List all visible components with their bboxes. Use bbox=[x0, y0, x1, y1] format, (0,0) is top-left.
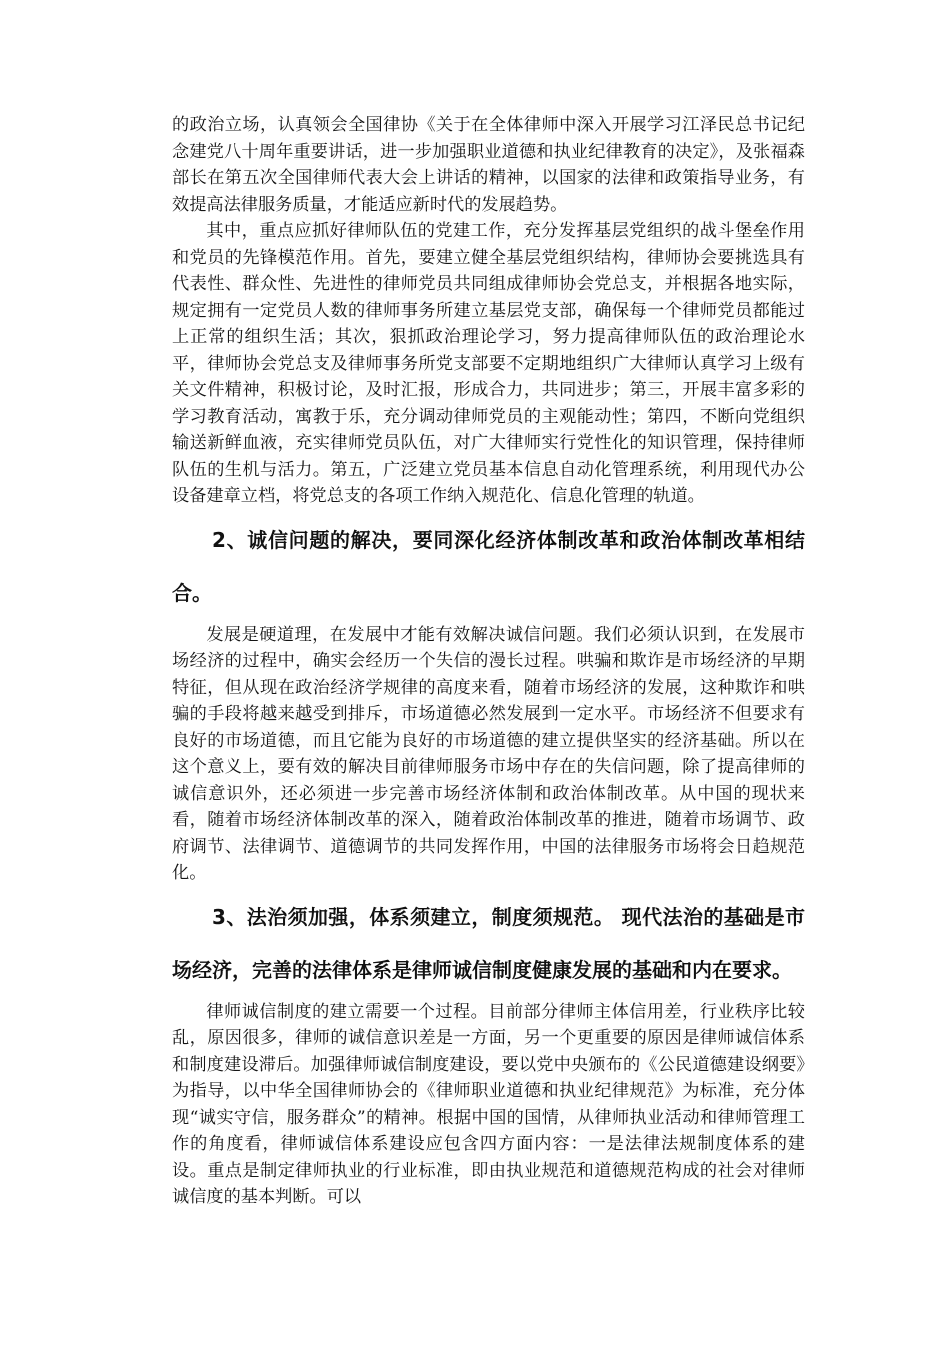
paragraph-market-economy: 发展是硬道理，在发展中才能有效解决诚信问题。我们必须认识到，在发展市场经济的过程中，确实会经历一个失信的漫长过程。哄骗和欺诈是市场经济的早期特征，但从现在政治经济学规律的高度来看，随着市场经济的发展，这种欺诈和哄骗的手段将越来越受到排斥，市场道德必然发展到一定水平。市场经济不但要求有良好的市场道德，而且它能为良好的市场道德的建立提供坚实的经济基础。所以在这个意义上，要有效的解决目前律师服务市场中存在的失信问题，除了提高律师的诚信意识外，还必须进一步完善市场经济体制和政治体制改革。从中国的现状来看，随着市场经济体制改革的深入，随着政治体制改革的推进，随着市场调节、政府调节、法律调节、道德调节的共同发挥作用，中国的法律服务市场将会日趋规范化。 bbox=[172, 624, 805, 883]
document-body bbox=[172, 112, 805, 1211]
paragraph-political-stance: 的政治立场，认真领会全国律协《关于在全体律师中深入开展学习江泽民总书记纪念建党八十周年重要讲话，进一步加强职业道德和执业纪律教育的决定》，及张福森部长在第五次全国律师代表大会上讲话的精神，以国家的法律和政策指导业务，有效提高法律服务质量，才能适应新时代的发展趋势。 bbox=[172, 115, 805, 215]
section-heading-integrity-reform: 2、诚信问题的解决，要同深化经济体制改革和政治体制改革相结合。 bbox=[172, 527, 805, 605]
section-heading-rule-of-law: 3、法治须加强，体系须建立，制度须规范。 现代法治的基础是市场经济，完善的法律体系是律师诚信制度健康发展的基础和内在要求。 bbox=[172, 904, 805, 982]
paragraph-party-building: 其中，重点应抓好律师队伍的党建工作，充分发挥基层党组织的战斗堡垒作用和党员的先锋模范作用。首先，要建立健全基层党组织结构，律师协会要挑选具有代表性、群众性、先进性的律师党员共同组成律师协会党总支，并根据各地实际，规定拥有一定党员人数的律师事务所建立基层党支部，确保每一个律师党员都能过上正常的组织生活；其次，狠抓政治理论学习，努力提高律师队伍的政治理论水平，律师协会党总支及律师事务所党支部要不定期地组织广大律师认真学习上级有关文件精神，积极讨论，及时汇报，形成合力，共同进步；第三，开展丰富多彩的学习教育活动，寓教于乐，充分调动律师党员的主观能动性；第四，不断向党组织输送新鲜血液，充实律师党员队伍，对广大律师实行党性化的知识管理，保持律师队伍的生机与活力。第五，广泛建立党员基本信息自动化管理系统，利用现代办公设备建章立档，将党总支的各项工作纳入规范化、信息化管理的轨道。 bbox=[172, 221, 805, 506]
paragraph-integrity-system: 律师诚信制度的建立需要一个过程。目前部分律师主体信用差，行业秩序比较乱，原因很多，律师的诚信意识差是一方面，另一个更重要的原因是律师诚信体系和制度建设滞后。加强律师诚信制度建设，要以党中央颁布的《公民道德建设纲要》为指导，以中华全国律师协会的《律师职业道德和执业纪律规范》为标准，充分体现“诚实守信，服务群众”的精神。根据中国的国情，从律师执业活动和律师管理工作的角度看，律师诚信体系建设应包含四方面内容：一是法律法规制度体系的建设。重点是制定律师执业的行业标准，即由执业规范和道德规范构成的社会对律师诚信度的基本判断。可以 bbox=[172, 1001, 805, 1207]
